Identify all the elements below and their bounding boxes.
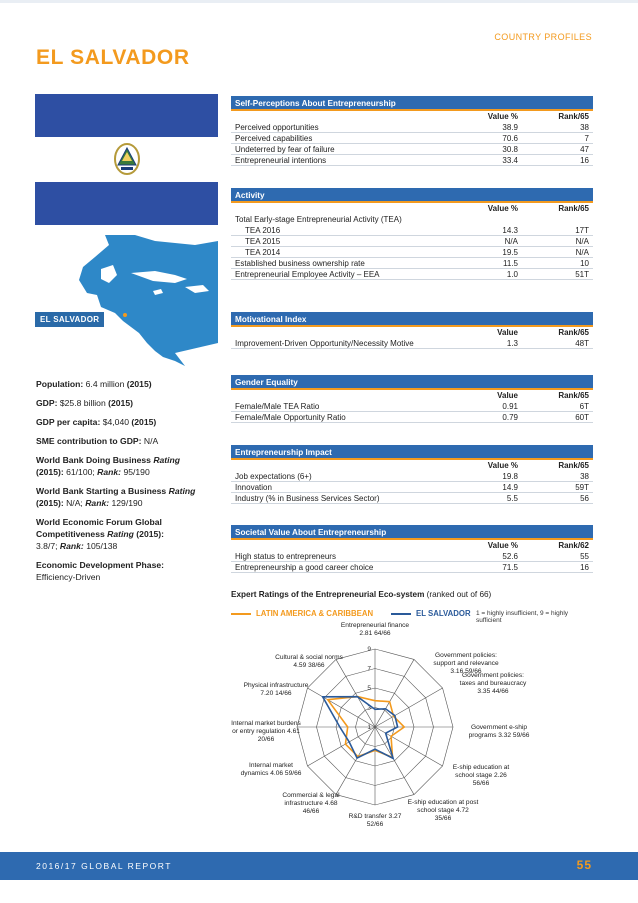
table-title: Self-Perceptions About Entrepreneurship: [231, 96, 593, 111]
radar-tick-label: 1: [367, 724, 371, 731]
fact-development-phase: Economic Development Phase: Efficiency-Driven: [36, 560, 164, 582]
central-america-map: [35, 235, 218, 366]
radar-axis-label: Physical infrastructure 7.20 14/66: [243, 682, 309, 697]
legend-el-salvador: EL SALVADOR: [391, 609, 471, 618]
radar-tick-label: 3: [367, 704, 371, 712]
table-row: Entrepreneurial Employee Activity – EEA 1.0 51T: [231, 269, 593, 280]
table-row: TEA 2014 19.5 N/A: [231, 247, 593, 258]
page-number: 55: [576, 858, 592, 872]
country-flag: [35, 94, 218, 225]
radar-axis-label: Commercial & legal infrastructure 4.68 46/66: [282, 792, 340, 815]
expert-ratings-title: Expert Ratings of the Entrepreneurial Eco-system (ranked out of 66): [231, 590, 492, 599]
report-title: 2016/17 GLOBAL REPORT: [36, 861, 172, 871]
table-title: Activity: [231, 188, 593, 203]
table-title: Gender Equality: [231, 375, 593, 390]
radar-axis-label: R&D transfer 3.27 52/66: [348, 813, 402, 827]
chart-legend: [231, 609, 593, 624]
table-entrepreneurship-impact: [231, 445, 593, 504]
legend-latin-america: LATIN AMERICA & CARIBBEAN: [231, 609, 373, 618]
fact-gdp: GDP: $25.8 billion (2015): [36, 398, 133, 408]
fact-competitiveness: World Economic Forum Global Competitiveness Rating (2015): 3.8/7; Rank: 105/138: [36, 517, 164, 551]
table-motivational-index: [231, 312, 593, 349]
radar-svg: [231, 622, 593, 827]
radar-series-el-salvador: [323, 697, 398, 759]
radar-axis-label: Internal market burdens or entry regulation 4.61 20/66: [231, 720, 301, 743]
radar-spoke: [307, 688, 375, 727]
expert-ratings-radar-chart: [231, 622, 593, 827]
fact-population: Population: 6.4 million (2015): [36, 379, 152, 389]
table-row: Female/Male TEA Ratio 0.91 6T: [231, 401, 593, 412]
country-facts: [36, 378, 216, 590]
section-label: COUNTRY PROFILES: [494, 32, 592, 42]
table-row: Perceived opportunities 38.9 38: [231, 122, 593, 133]
coat-of-arms-icon: [113, 142, 141, 176]
table-row: Entrepreneurship a good career choice 71.5 16: [231, 562, 593, 573]
country-title: EL SALVADOR: [36, 46, 190, 69]
table-column-header: Value % Rank/65: [487, 112, 589, 121]
table-row: Female/Male Opportunity Ratio 0.79 60T: [231, 412, 593, 423]
legend-scale-note: 1 = highly insufficient, 9 = highly sufficient: [476, 610, 569, 624]
radar-axis-label: Government e-ship programs 3.32 59/66: [468, 724, 530, 739]
radar-axis-label: Government policies: taxes and bureaucracy 3.35 44/66: [459, 672, 527, 695]
table-column-header: Value % Rank/65: [487, 204, 589, 213]
radar-spoke: [336, 727, 375, 795]
table-row: TEA 2016 14.3 17T: [231, 225, 593, 236]
table-gender-equality: [231, 375, 593, 423]
radar-axis-label: Cultural & social norms 4.59 38/66: [275, 654, 343, 669]
table-row: Entrepreneurial intentions 33.4 16: [231, 155, 593, 166]
table-row: Innovation 14.9 59T: [231, 482, 593, 493]
top-rule: [0, 0, 638, 3]
table-row: High status to entrepreneurs 52.6 55: [231, 551, 593, 562]
table-title: Societal Value About Entrepreneurship: [231, 525, 593, 540]
radar-tick-label: 5: [367, 685, 371, 692]
radar-spoke: [375, 727, 414, 795]
table-row: TEA 2015 N/A N/A: [231, 236, 593, 247]
table-column-header: Value Rank/65: [497, 391, 589, 400]
fact-doing-business: World Bank Doing Business Rating (2015): 61/100; Rank: 95/190: [36, 455, 181, 477]
radar-tick-label: 9: [367, 646, 371, 653]
fact-sme: SME contribution to GDP: N/A: [36, 436, 159, 446]
table-column-header: Value Rank/65: [497, 328, 589, 337]
radar-tick-label: 7: [367, 665, 371, 673]
table-title: Motivational Index: [231, 312, 593, 327]
radar-spoke: [307, 727, 375, 766]
region-map: [35, 235, 218, 366]
map-country-label: EL SALVADOR: [35, 312, 104, 327]
table-row: Industry (% in Business Services Sector) 5.5 56: [231, 493, 593, 504]
table-column-header: Value % Rank/65: [487, 461, 589, 470]
radar-axis-label: Entrepreneurial finance 2.81 64/66: [340, 622, 410, 637]
table-title: Entrepreneurship Impact: [231, 445, 593, 460]
radar-axis-label: Government policies: support and relevance 3.16 59/66: [433, 652, 499, 675]
table-column-header: Value % Rank/62: [487, 541, 589, 550]
radar-spoke: [375, 688, 443, 727]
table-row: Job expectations (6+) 19.8 38: [231, 471, 593, 482]
fact-starting-business: World Bank Starting a Business Rating (2015): N/A; Rank: 129/190: [36, 486, 196, 508]
table-row: Established business ownership rate 11.5 10: [231, 258, 593, 269]
page-footer: [0, 852, 638, 880]
radar-axis-label: E-ship education at post school stage 4.72 35/66: [407, 799, 479, 822]
radar-axis-label: E-ship education at school stage 2.26 56/66: [452, 764, 510, 787]
radar-axis-label: Internal market dynamics 4.06 59/66: [240, 762, 302, 777]
table-row: Total Early-stage Entrepreneurial Activity (TEA): [235, 215, 402, 224]
table-row: Improvement-Driven Opportunity/Necessity Motive 1.3 48T: [231, 338, 593, 349]
table-row: Perceived capabilities 70.6 7: [231, 133, 593, 144]
table-societal-value: [231, 525, 593, 573]
fact-gdp-per-capita: GDP per capita: $4,040 (2015): [36, 417, 157, 427]
table-row: Undeterred by fear of failure 30.8 47: [231, 144, 593, 155]
table-self-perceptions: [231, 96, 593, 166]
table-activity: [231, 188, 593, 280]
